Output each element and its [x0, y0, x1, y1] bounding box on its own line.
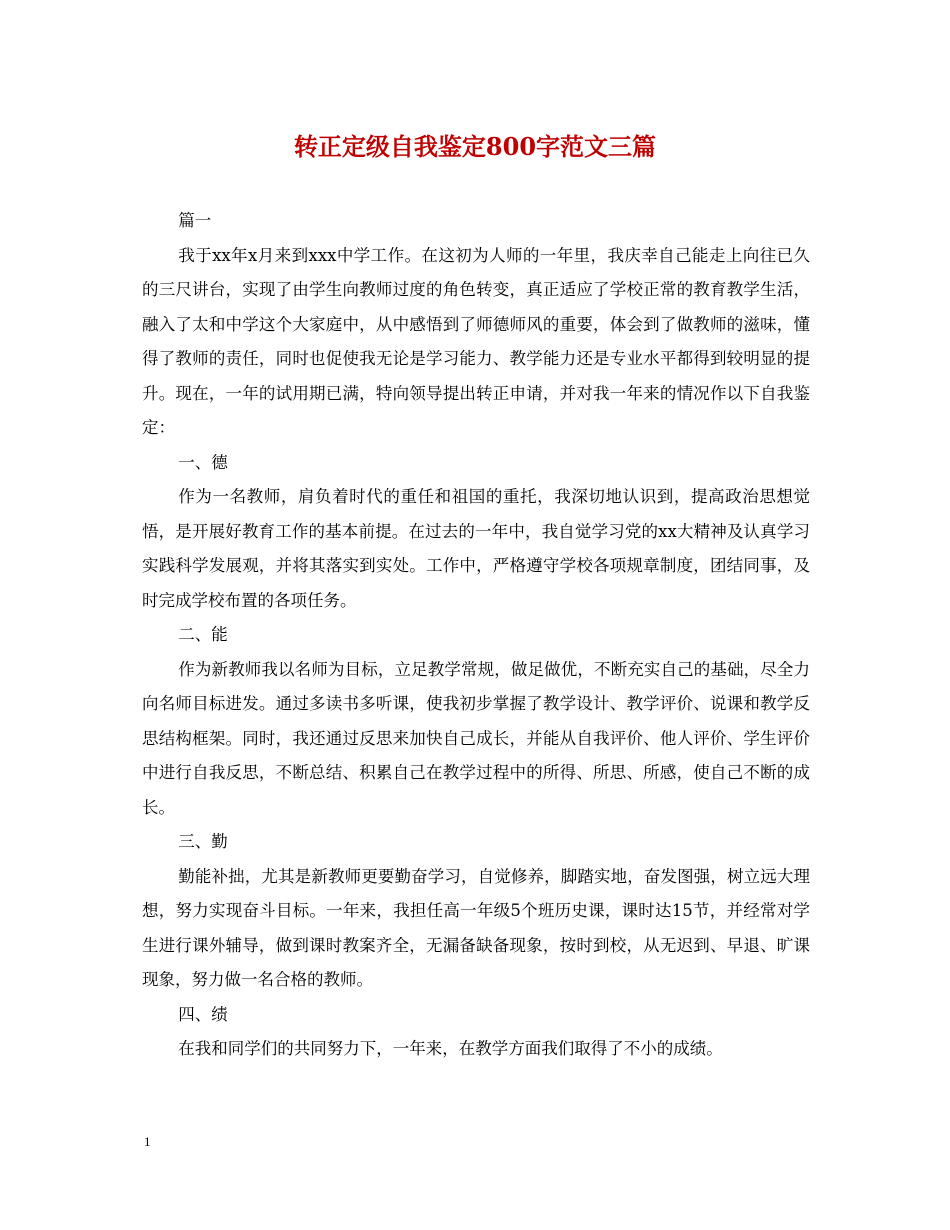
- paragraph-intro: 我于xx年x月来到xxx中学工作。在这初为人师的一年里，我庆幸自己能走上向往已久的三尺讲台，实现了由学生向教师过度的角色转变，真正适应了学校正常的教育教学生活，融入了太和中学这个大家庭中，从中感悟到了师德师风的重要，体会到了做教师的滋味，懂得了教师的责任，同时也促使我无论是学习能力、教学能力还是专业水平都得到较明显的提升。现在，一年的试用期已满，特向领导提出转正申请，并对我一年来的情况作以下自我鉴定：: [142, 245, 810, 437]
- section-heading-de: 一、德: [178, 452, 228, 472]
- paragraph-de: 作为一名教师，肩负着时代的重任和祖国的重托，我深切地认识到，提高政治思想觉悟，是开展好教育工作的基本前提。在过去的一年中，我自觉学习党的xx大精神及认真学习实践科学发展观，并将其落实到实处。工作中，严格遵守学校各项规章制度，团结同事，及时完成学校布置的各项任务。: [142, 487, 810, 610]
- document-body: [142, 204, 810, 1067]
- paragraph-qin: 勤能补拙，尤其是新教师更要勤奋学习，自觉修养，脚踏实地，奋发图强，树立远大理想，努力实现奋斗目标。一年来，我担任高一年级5个班历史课，课时达15节，并经常对学生进行课外辅导，做到课时教案齐全，无漏备缺备现象，按时到校，从无迟到、早退、旷课现象，努力做一名合格的教师。: [142, 866, 810, 989]
- paragraph-ji: 在我和同学们的共同努力下，一年来，在教学方面我们取得了不小的成绩。: [178, 1039, 723, 1058]
- document-title: 转正定级自我鉴定800字范文三篇: [293, 132, 657, 161]
- paragraph-neng: 作为新教师我以名师为目标，立足教学常规，做足做优，不断充实自己的基础，尽全力向名师目标进发。通过多读书多听课，使我初步掌握了教学设计、教学评价、说课和教学反思结构框架。同时，我还通过反思来加快自己成长，并能从自我评价、他人评价、学生评价中进行自我反思，不断总结、积累自己在教学过程中的所得、所思、所感，使自己不断的成长。: [142, 659, 810, 817]
- section-heading-neng: 二、能: [178, 625, 228, 644]
- page-number: 1: [144, 1134, 151, 1149]
- section-heading-ji: 四、绩: [178, 1004, 228, 1024]
- section-heading-qin: 三、勤: [178, 832, 228, 851]
- section-label-pian-yi: 篇一: [178, 211, 212, 230]
